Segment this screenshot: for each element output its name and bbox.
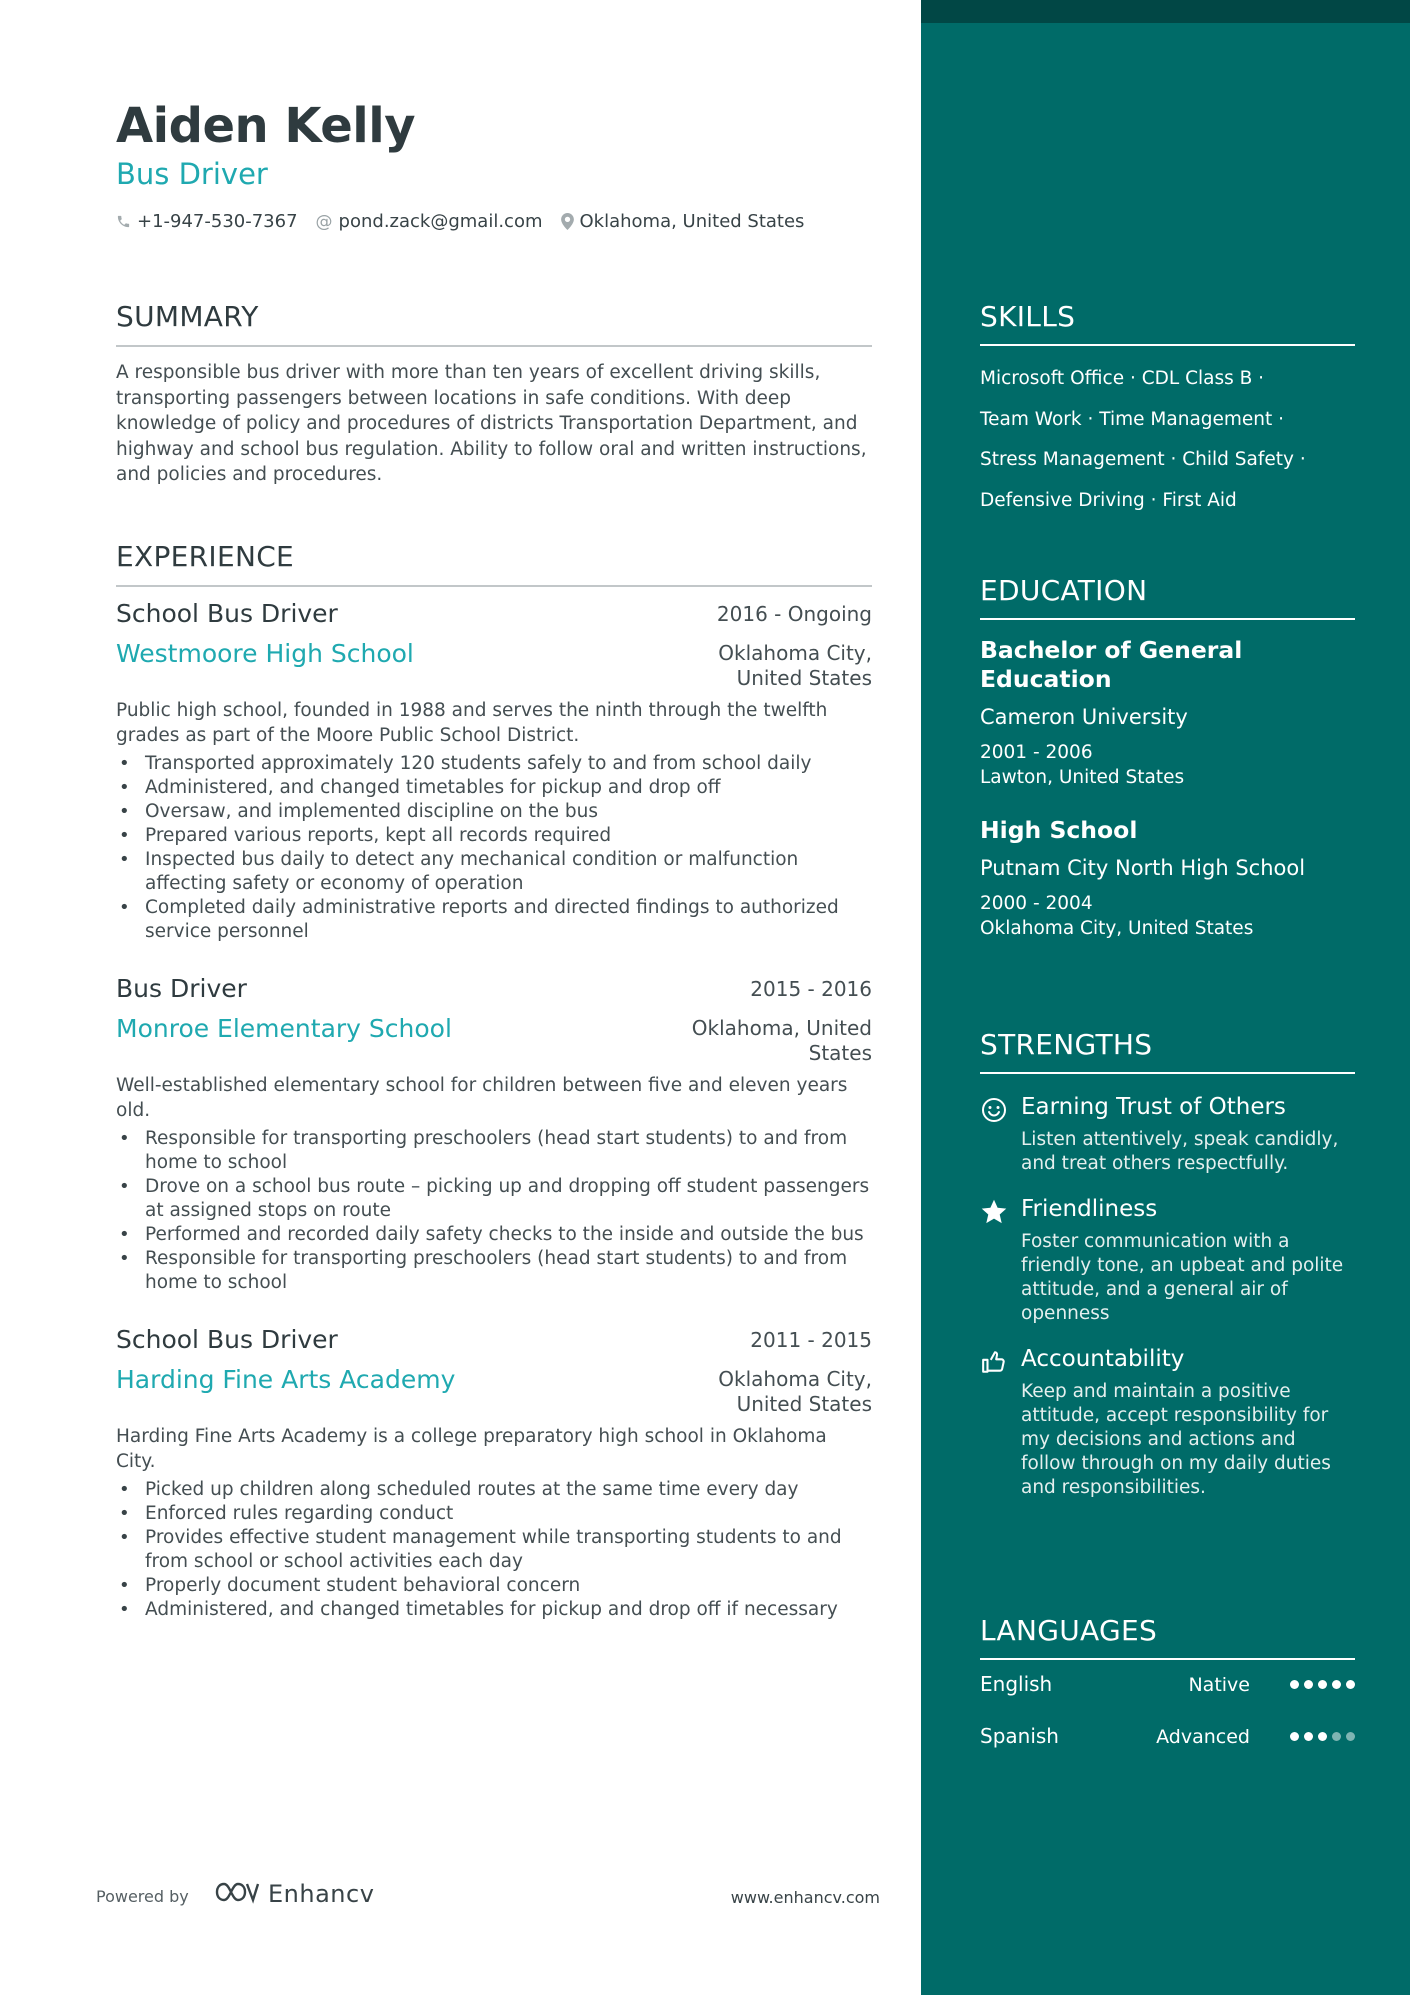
job-dates: 2015 - 2016 — [750, 977, 872, 1001]
smiley-icon — [980, 1096, 1008, 1124]
degree: High School — [980, 816, 1138, 844]
skill-line: Microsoft Office · CDL Class B · — [980, 368, 1265, 389]
website-link[interactable]: www.enhancv.com — [730, 1888, 880, 1907]
strengths-heading: STRENGTHS — [980, 1028, 1355, 1074]
bullet-item: • Prepared various reports, kept all records required — [116, 824, 872, 848]
job-location — [692, 1016, 872, 1066]
experience-heading: EXPERIENCE — [116, 540, 872, 587]
contact-location — [561, 211, 805, 232]
location-text: Oklahoma, United States — [579, 211, 805, 232]
contact-phone[interactable] — [116, 211, 298, 232]
education-dates-location — [980, 892, 1355, 941]
strength-title: Friendliness — [1021, 1196, 1158, 1222]
language-name: English — [980, 1672, 1053, 1696]
education-dates: 2001 - 2006 — [980, 742, 1093, 763]
experience-entry — [116, 974, 872, 1295]
job-bullets — [116, 752, 872, 944]
education-location: Lawton, United States — [980, 766, 1185, 788]
skill-line: Defensive Driving · First Aid — [980, 489, 1237, 511]
job-location-line: Oklahoma City, — [718, 641, 872, 665]
job-dates: 2016 - Ongoing — [716, 602, 872, 626]
strength-item — [980, 1092, 1355, 1176]
job-bullets — [116, 1478, 872, 1622]
job-title: Bus Driver — [116, 974, 247, 1003]
job-location-line: Oklahoma, United — [691, 1016, 872, 1040]
bullet-item: • Properly document student behavioral concern — [116, 1574, 872, 1598]
location-pin-icon — [561, 213, 574, 230]
job-location — [718, 1367, 872, 1417]
job-location — [718, 641, 872, 691]
summary-text: A responsible bus driver with more than ten years of excellent driving skills, transporting passengers between locations in safe conditions. With deep knowledge of policy and procedures of districts Transportation Department, and highway and school bus regulation. Ability to follow oral and written instructions, and policies and procedures. — [116, 362, 867, 485]
job-location-line: Oklahoma City, — [718, 1367, 872, 1391]
job-location-line: States — [808, 1041, 872, 1065]
language-level: Advanced — [1156, 1726, 1250, 1748]
experience-entry — [116, 599, 872, 944]
star-icon — [980, 1198, 1008, 1226]
bullet-item: • Completed daily administrative reports and directed findings to authorized service personnel — [116, 896, 872, 944]
education-item — [980, 636, 1355, 790]
rating-dot-filled — [1304, 1680, 1313, 1689]
skills-heading: SKILLS — [980, 300, 1355, 346]
bullet-item: • Picked up children along scheduled routes at the same time every day — [116, 1478, 872, 1502]
company-name: Monroe Elementary School — [116, 1014, 452, 1043]
languages-heading: LANGUAGES — [980, 1614, 1355, 1660]
contact-email[interactable] — [316, 211, 543, 232]
rating-dot-filled — [1290, 1680, 1299, 1689]
language-item — [980, 1712, 1355, 1764]
education-dates-location — [980, 741, 1355, 790]
strength-item — [980, 1344, 1355, 1500]
company-name: Westmoore High School — [116, 639, 414, 668]
education-dates: 2000 - 2004 — [980, 893, 1093, 914]
strength-item — [980, 1194, 1355, 1326]
strength-description: Listen attentively, speak candidly, and treat others respectfully. — [1021, 1129, 1339, 1174]
job-description: Public high school, founded in 1988 and serves the ninth through the twelfth grades as part of the Moore Public School District. — [116, 700, 828, 746]
experience-entry — [116, 1325, 872, 1622]
powered-by-label: Powered by — [96, 1887, 189, 1906]
brand-name: Enhancv — [268, 1880, 375, 1908]
education-section — [980, 574, 1355, 941]
candidate-name: Aiden Kelly — [116, 98, 415, 154]
sidebar — [921, 0, 1410, 1995]
job-dates: 2011 - 2015 — [750, 1328, 872, 1352]
bullet-item: • Administered, and changed timetables for pickup and drop off if necessary — [116, 1598, 872, 1622]
rating-dot-empty — [1346, 1732, 1355, 1741]
sidebar-top-bar — [921, 0, 1410, 23]
bullet-item: • Administered, and changed timetables for pickup and drop off — [116, 776, 872, 800]
bullet-item: • Provides effective student management while transporting students to and from school or school activities each day — [116, 1526, 872, 1574]
skill-line: Team Work · Time Management · — [980, 408, 1285, 430]
language-rating — [1285, 1732, 1355, 1741]
language-rating — [1285, 1680, 1355, 1689]
job-description: Well-established elementary school for children between five and eleven years old. — [116, 1075, 848, 1121]
email-text: pond.zack@gmail.com — [338, 211, 543, 232]
candidate-role: Bus Driver — [116, 157, 268, 191]
degree: Bachelor of General Education — [980, 636, 1243, 693]
school: Cameron University — [980, 705, 1188, 729]
rating-dot-filled — [1318, 1732, 1327, 1741]
language-name: Spanish — [980, 1724, 1059, 1748]
rating-dot-filled — [1318, 1680, 1327, 1689]
skills-section — [980, 300, 1355, 521]
bullet-item: • Performed and recorded daily safety checks to the inside and outside the bus — [116, 1223, 872, 1247]
job-title: School Bus Driver — [116, 1325, 338, 1354]
job-location-line: United States — [736, 666, 872, 690]
rating-dot-filled — [1304, 1732, 1313, 1741]
bullet-item: • Drove on a school bus route – picking up and dropping off student passengers at assigned stops on route — [116, 1175, 872, 1223]
enhancv-logo-icon — [214, 1880, 260, 1908]
rating-dot-filled — [1332, 1680, 1341, 1689]
brand-logo[interactable] — [214, 1880, 374, 1908]
company-name: Harding Fine Arts Academy — [116, 1365, 456, 1394]
strength-title: Earning Trust of Others — [1021, 1094, 1286, 1120]
education-item — [980, 816, 1355, 941]
bullet-item: • Oversaw, and implemented discipline on the bus — [116, 800, 872, 824]
at-icon: @ — [315, 211, 333, 232]
job-location-line: United States — [736, 1392, 872, 1416]
bullet-item: • Responsible for transporting preschoolers (head start students) to and from home to school — [116, 1247, 872, 1295]
language-item — [980, 1660, 1355, 1712]
school: Putnam City North High School — [980, 856, 1306, 880]
bullet-item: • Inspected bus daily to detect any mechanical condition or malfunction affecting safety or economy of operation — [116, 848, 872, 896]
contact-info — [116, 211, 822, 232]
job-title: School Bus Driver — [116, 599, 338, 628]
rating-dot-filled — [1346, 1680, 1355, 1689]
job-bullets — [116, 1127, 872, 1295]
thumbs-up-icon — [980, 1348, 1008, 1376]
skill-line: Stress Management · Child Safety · — [980, 449, 1306, 470]
education-heading: EDUCATION — [980, 574, 1355, 620]
languages-section — [980, 1614, 1355, 1764]
rating-dot-empty — [1332, 1732, 1341, 1741]
bullet-item: • Enforced rules regarding conduct — [116, 1502, 872, 1526]
phone-text: +1-947-530-7367 — [137, 211, 298, 232]
strengths-section — [980, 1028, 1355, 1500]
footer — [96, 1880, 880, 1910]
bullet-item: • Transported approximately 120 students safely to and from school daily — [116, 752, 872, 776]
bullet-item: • Responsible for transporting preschoolers (head start students) to and from home to school — [116, 1127, 872, 1175]
phone-icon — [116, 214, 131, 229]
strength-description: Foster communication with a friendly tone, an upbeat and polite attitude, and a general air of openness — [1021, 1231, 1344, 1324]
education-location: Oklahoma City, United States — [980, 917, 1254, 939]
language-level: Native — [1188, 1674, 1250, 1696]
skills-list — [980, 359, 1355, 521]
summary-heading: SUMMARY — [116, 300, 872, 347]
strength-title: Accountability — [1021, 1346, 1185, 1372]
job-description: Harding Fine Arts Academy is a college preparatory high school in Oklahoma City. — [116, 1426, 827, 1472]
strength-description: Keep and maintain a positive attitude, accept responsibility for my decisions and actions and follow through on my daily duties and responsibilities. — [1021, 1381, 1331, 1498]
rating-dot-filled — [1290, 1732, 1299, 1741]
